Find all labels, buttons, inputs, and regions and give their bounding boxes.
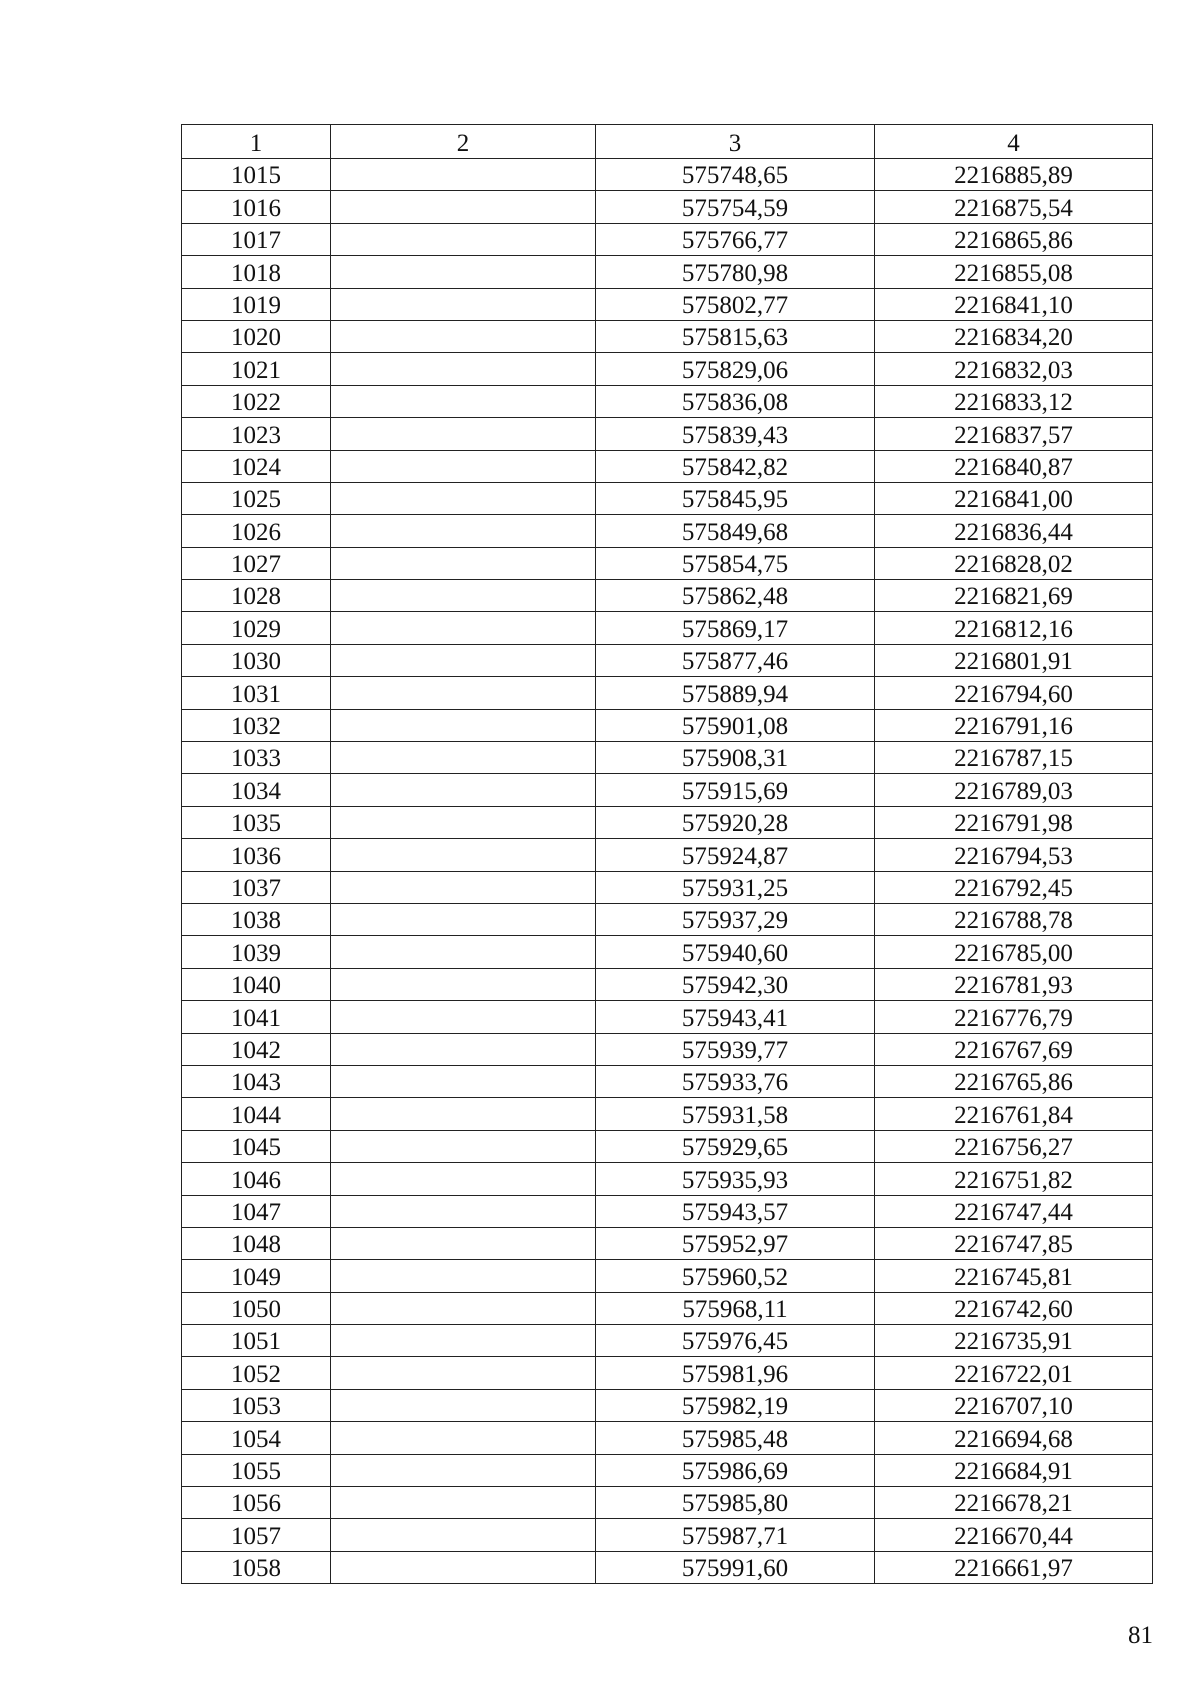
column-2-cell: [331, 191, 596, 223]
y-coordinate-cell: 2216840,87: [875, 450, 1153, 482]
y-coordinate-cell: 2216751,82: [875, 1163, 1153, 1195]
y-coordinate-cell: 2216836,44: [875, 515, 1153, 547]
point-number-cell: 1054: [182, 1422, 331, 1454]
point-number-cell: 1037: [182, 871, 331, 903]
x-coordinate-cell: 575780,98: [596, 256, 875, 288]
y-coordinate-cell: 2216841,10: [875, 288, 1153, 320]
column-2-cell: [331, 1389, 596, 1421]
point-number-cell: 1033: [182, 742, 331, 774]
point-number-cell: 1030: [182, 644, 331, 676]
y-coordinate-cell: 2216791,16: [875, 709, 1153, 741]
table-row: [182, 903, 1153, 935]
page-number: 81: [1128, 1622, 1153, 1649]
x-coordinate-cell: 575802,77: [596, 288, 875, 320]
coordinates-table: [181, 124, 1153, 1584]
y-coordinate-cell: 2216694,68: [875, 1422, 1153, 1454]
y-coordinate-cell: 2216865,86: [875, 223, 1153, 255]
point-number-cell: 1028: [182, 580, 331, 612]
column-header-1: 1: [182, 125, 331, 159]
x-coordinate-cell: 575933,76: [596, 1065, 875, 1097]
y-coordinate-cell: 2216747,85: [875, 1227, 1153, 1259]
table-row: [182, 709, 1153, 741]
y-coordinate-cell: 2216781,93: [875, 968, 1153, 1000]
column-2-cell: [331, 1033, 596, 1065]
table-row: [182, 1260, 1153, 1292]
table-row: [182, 580, 1153, 612]
column-2-cell: [331, 612, 596, 644]
column-2-cell: [331, 1227, 596, 1259]
y-coordinate-cell: 2216841,00: [875, 482, 1153, 514]
table-row: [182, 1065, 1153, 1097]
x-coordinate-cell: 575766,77: [596, 223, 875, 255]
y-coordinate-cell: 2216765,86: [875, 1065, 1153, 1097]
y-coordinate-cell: 2216821,69: [875, 580, 1153, 612]
point-number-cell: 1043: [182, 1065, 331, 1097]
column-2-cell: [331, 1357, 596, 1389]
column-2-cell: [331, 482, 596, 514]
x-coordinate-cell: 575889,94: [596, 677, 875, 709]
x-coordinate-cell: 575943,57: [596, 1195, 875, 1227]
x-coordinate-cell: 575968,11: [596, 1292, 875, 1324]
table-row: [182, 1001, 1153, 1033]
table-row: [182, 159, 1153, 191]
y-coordinate-cell: 2216747,44: [875, 1195, 1153, 1227]
x-coordinate-cell: 575939,77: [596, 1033, 875, 1065]
y-coordinate-cell: 2216761,84: [875, 1098, 1153, 1130]
table-row: [182, 936, 1153, 968]
table-row: [182, 1454, 1153, 1486]
table-row: [182, 1130, 1153, 1162]
table-row: [182, 806, 1153, 838]
column-header-4: 4: [875, 125, 1153, 159]
point-number-cell: 1036: [182, 839, 331, 871]
y-coordinate-cell: 2216792,45: [875, 871, 1153, 903]
column-2-cell: [331, 1519, 596, 1551]
x-coordinate-cell: 575981,96: [596, 1357, 875, 1389]
x-coordinate-cell: 575754,59: [596, 191, 875, 223]
y-coordinate-cell: 2216735,91: [875, 1325, 1153, 1357]
y-coordinate-cell: 2216785,00: [875, 936, 1153, 968]
table-row: [182, 1357, 1153, 1389]
column-2-cell: [331, 418, 596, 450]
table-row: [182, 742, 1153, 774]
x-coordinate-cell: 575987,71: [596, 1519, 875, 1551]
x-coordinate-cell: 575943,41: [596, 1001, 875, 1033]
y-coordinate-cell: 2216722,01: [875, 1357, 1153, 1389]
point-number-cell: 1042: [182, 1033, 331, 1065]
x-coordinate-cell: 575952,97: [596, 1227, 875, 1259]
x-coordinate-cell: 575929,65: [596, 1130, 875, 1162]
y-coordinate-cell: 2216678,21: [875, 1487, 1153, 1519]
y-coordinate-cell: 2216794,60: [875, 677, 1153, 709]
table-row: [182, 612, 1153, 644]
x-coordinate-cell: 575940,60: [596, 936, 875, 968]
point-number-cell: 1031: [182, 677, 331, 709]
column-2-cell: [331, 547, 596, 579]
column-2-cell: [331, 709, 596, 741]
x-coordinate-cell: 575924,87: [596, 839, 875, 871]
x-coordinate-cell: 575829,06: [596, 353, 875, 385]
x-coordinate-cell: 575901,08: [596, 709, 875, 741]
table-row: [182, 515, 1153, 547]
column-2-cell: [331, 903, 596, 935]
column-header-3: 3: [596, 125, 875, 159]
x-coordinate-cell: 575877,46: [596, 644, 875, 676]
column-2-cell: [331, 1292, 596, 1324]
y-coordinate-cell: 2216875,54: [875, 191, 1153, 223]
table-row: [182, 1389, 1153, 1421]
column-2-cell: [331, 1130, 596, 1162]
point-number-cell: 1029: [182, 612, 331, 644]
column-2-cell: [331, 1163, 596, 1195]
point-number-cell: 1034: [182, 774, 331, 806]
table-row: [182, 677, 1153, 709]
column-2-cell: [331, 839, 596, 871]
table-header-row: [182, 125, 1153, 159]
table-row: [182, 418, 1153, 450]
x-coordinate-cell: 575854,75: [596, 547, 875, 579]
point-number-cell: 1038: [182, 903, 331, 935]
y-coordinate-cell: 2216788,78: [875, 903, 1153, 935]
point-number-cell: 1019: [182, 288, 331, 320]
y-coordinate-cell: 2216828,02: [875, 547, 1153, 579]
y-coordinate-cell: 2216855,08: [875, 256, 1153, 288]
table-row: [182, 1292, 1153, 1324]
column-2-cell: [331, 256, 596, 288]
table-row: [182, 450, 1153, 482]
x-coordinate-cell: 575986,69: [596, 1454, 875, 1486]
table-row: [182, 1325, 1153, 1357]
x-coordinate-cell: 575908,31: [596, 742, 875, 774]
table-row: [182, 774, 1153, 806]
y-coordinate-cell: 2216787,15: [875, 742, 1153, 774]
point-number-cell: 1039: [182, 936, 331, 968]
point-number-cell: 1023: [182, 418, 331, 450]
point-number-cell: 1032: [182, 709, 331, 741]
point-number-cell: 1025: [182, 482, 331, 514]
point-number-cell: 1015: [182, 159, 331, 191]
y-coordinate-cell: 2216756,27: [875, 1130, 1153, 1162]
x-coordinate-cell: 575849,68: [596, 515, 875, 547]
point-number-cell: 1056: [182, 1487, 331, 1519]
column-2-cell: [331, 1195, 596, 1227]
table-row: [182, 547, 1153, 579]
point-number-cell: 1040: [182, 968, 331, 1000]
table-row: [182, 223, 1153, 255]
point-number-cell: 1058: [182, 1551, 331, 1583]
column-2-cell: [331, 580, 596, 612]
x-coordinate-cell: 575960,52: [596, 1260, 875, 1292]
point-number-cell: 1055: [182, 1454, 331, 1486]
point-number-cell: 1021: [182, 353, 331, 385]
x-coordinate-cell: 575942,30: [596, 968, 875, 1000]
column-2-cell: [331, 1454, 596, 1486]
point-number-cell: 1041: [182, 1001, 331, 1033]
table-row: [182, 288, 1153, 320]
point-number-cell: 1020: [182, 320, 331, 352]
x-coordinate-cell: 575935,93: [596, 1163, 875, 1195]
point-number-cell: 1045: [182, 1130, 331, 1162]
point-number-cell: 1022: [182, 385, 331, 417]
column-2-cell: [331, 1551, 596, 1583]
x-coordinate-cell: 575991,60: [596, 1551, 875, 1583]
x-coordinate-cell: 575815,63: [596, 320, 875, 352]
table-row: [182, 1227, 1153, 1259]
column-2-cell: [331, 1001, 596, 1033]
y-coordinate-cell: 2216801,91: [875, 644, 1153, 676]
x-coordinate-cell: 575869,17: [596, 612, 875, 644]
table-row: [182, 871, 1153, 903]
table-row: [182, 482, 1153, 514]
y-coordinate-cell: 2216776,79: [875, 1001, 1153, 1033]
table-row: [182, 191, 1153, 223]
column-2-cell: [331, 644, 596, 676]
x-coordinate-cell: 575931,25: [596, 871, 875, 903]
table-row: [182, 1195, 1153, 1227]
point-number-cell: 1026: [182, 515, 331, 547]
table-row: [182, 968, 1153, 1000]
x-coordinate-cell: 575915,69: [596, 774, 875, 806]
y-coordinate-cell: 2216684,91: [875, 1454, 1153, 1486]
table-row: [182, 353, 1153, 385]
table-row: [182, 385, 1153, 417]
y-coordinate-cell: 2216812,16: [875, 612, 1153, 644]
point-number-cell: 1018: [182, 256, 331, 288]
point-number-cell: 1017: [182, 223, 331, 255]
column-2-cell: [331, 320, 596, 352]
point-number-cell: 1027: [182, 547, 331, 579]
y-coordinate-cell: 2216794,53: [875, 839, 1153, 871]
x-coordinate-cell: 575931,58: [596, 1098, 875, 1130]
column-2-cell: [331, 1325, 596, 1357]
column-2-cell: [331, 515, 596, 547]
column-2-cell: [331, 1422, 596, 1454]
column-2-cell: [331, 450, 596, 482]
column-2-cell: [331, 936, 596, 968]
y-coordinate-cell: 2216834,20: [875, 320, 1153, 352]
y-coordinate-cell: 2216742,60: [875, 1292, 1153, 1324]
x-coordinate-cell: 575748,65: [596, 159, 875, 191]
column-2-cell: [331, 1260, 596, 1292]
x-coordinate-cell: 575839,43: [596, 418, 875, 450]
x-coordinate-cell: 575862,48: [596, 580, 875, 612]
x-coordinate-cell: 575976,45: [596, 1325, 875, 1357]
table-row: [182, 839, 1153, 871]
column-2-cell: [331, 806, 596, 838]
table-row: [182, 1163, 1153, 1195]
y-coordinate-cell: 2216670,44: [875, 1519, 1153, 1551]
x-coordinate-cell: 575985,48: [596, 1422, 875, 1454]
y-coordinate-cell: 2216833,12: [875, 385, 1153, 417]
point-number-cell: 1046: [182, 1163, 331, 1195]
column-header-2: 2: [331, 125, 596, 159]
table-row: [182, 1422, 1153, 1454]
point-number-cell: 1050: [182, 1292, 331, 1324]
y-coordinate-cell: 2216791,98: [875, 806, 1153, 838]
point-number-cell: 1052: [182, 1357, 331, 1389]
point-number-cell: 1049: [182, 1260, 331, 1292]
table-row: [182, 1551, 1153, 1583]
point-number-cell: 1053: [182, 1389, 331, 1421]
column-2-cell: [331, 288, 596, 320]
column-2-cell: [331, 385, 596, 417]
x-coordinate-cell: 575842,82: [596, 450, 875, 482]
y-coordinate-cell: 2216885,89: [875, 159, 1153, 191]
table-row: [182, 644, 1153, 676]
column-2-cell: [331, 677, 596, 709]
column-2-cell: [331, 1487, 596, 1519]
table-row: [182, 1487, 1153, 1519]
point-number-cell: 1044: [182, 1098, 331, 1130]
point-number-cell: 1047: [182, 1195, 331, 1227]
x-coordinate-cell: 575985,80: [596, 1487, 875, 1519]
point-number-cell: 1035: [182, 806, 331, 838]
y-coordinate-cell: 2216837,57: [875, 418, 1153, 450]
table-row: [182, 256, 1153, 288]
y-coordinate-cell: 2216745,81: [875, 1260, 1153, 1292]
column-2-cell: [331, 223, 596, 255]
column-2-cell: [331, 1065, 596, 1097]
column-2-cell: [331, 871, 596, 903]
y-coordinate-cell: 2216832,03: [875, 353, 1153, 385]
table-row: [182, 1519, 1153, 1551]
point-number-cell: 1024: [182, 450, 331, 482]
x-coordinate-cell: 575845,95: [596, 482, 875, 514]
column-2-cell: [331, 353, 596, 385]
y-coordinate-cell: 2216789,03: [875, 774, 1153, 806]
point-number-cell: 1051: [182, 1325, 331, 1357]
column-2-cell: [331, 742, 596, 774]
column-2-cell: [331, 1098, 596, 1130]
table-row: [182, 1033, 1153, 1065]
table-row: [182, 1098, 1153, 1130]
x-coordinate-cell: 575982,19: [596, 1389, 875, 1421]
point-number-cell: 1057: [182, 1519, 331, 1551]
column-2-cell: [331, 968, 596, 1000]
table-row: [182, 320, 1153, 352]
point-number-cell: 1048: [182, 1227, 331, 1259]
point-number-cell: 1016: [182, 191, 331, 223]
y-coordinate-cell: 2216707,10: [875, 1389, 1153, 1421]
x-coordinate-cell: 575836,08: [596, 385, 875, 417]
y-coordinate-cell: 2216767,69: [875, 1033, 1153, 1065]
x-coordinate-cell: 575920,28: [596, 806, 875, 838]
column-2-cell: [331, 774, 596, 806]
y-coordinate-cell: 2216661,97: [875, 1551, 1153, 1583]
column-2-cell: [331, 159, 596, 191]
x-coordinate-cell: 575937,29: [596, 903, 875, 935]
